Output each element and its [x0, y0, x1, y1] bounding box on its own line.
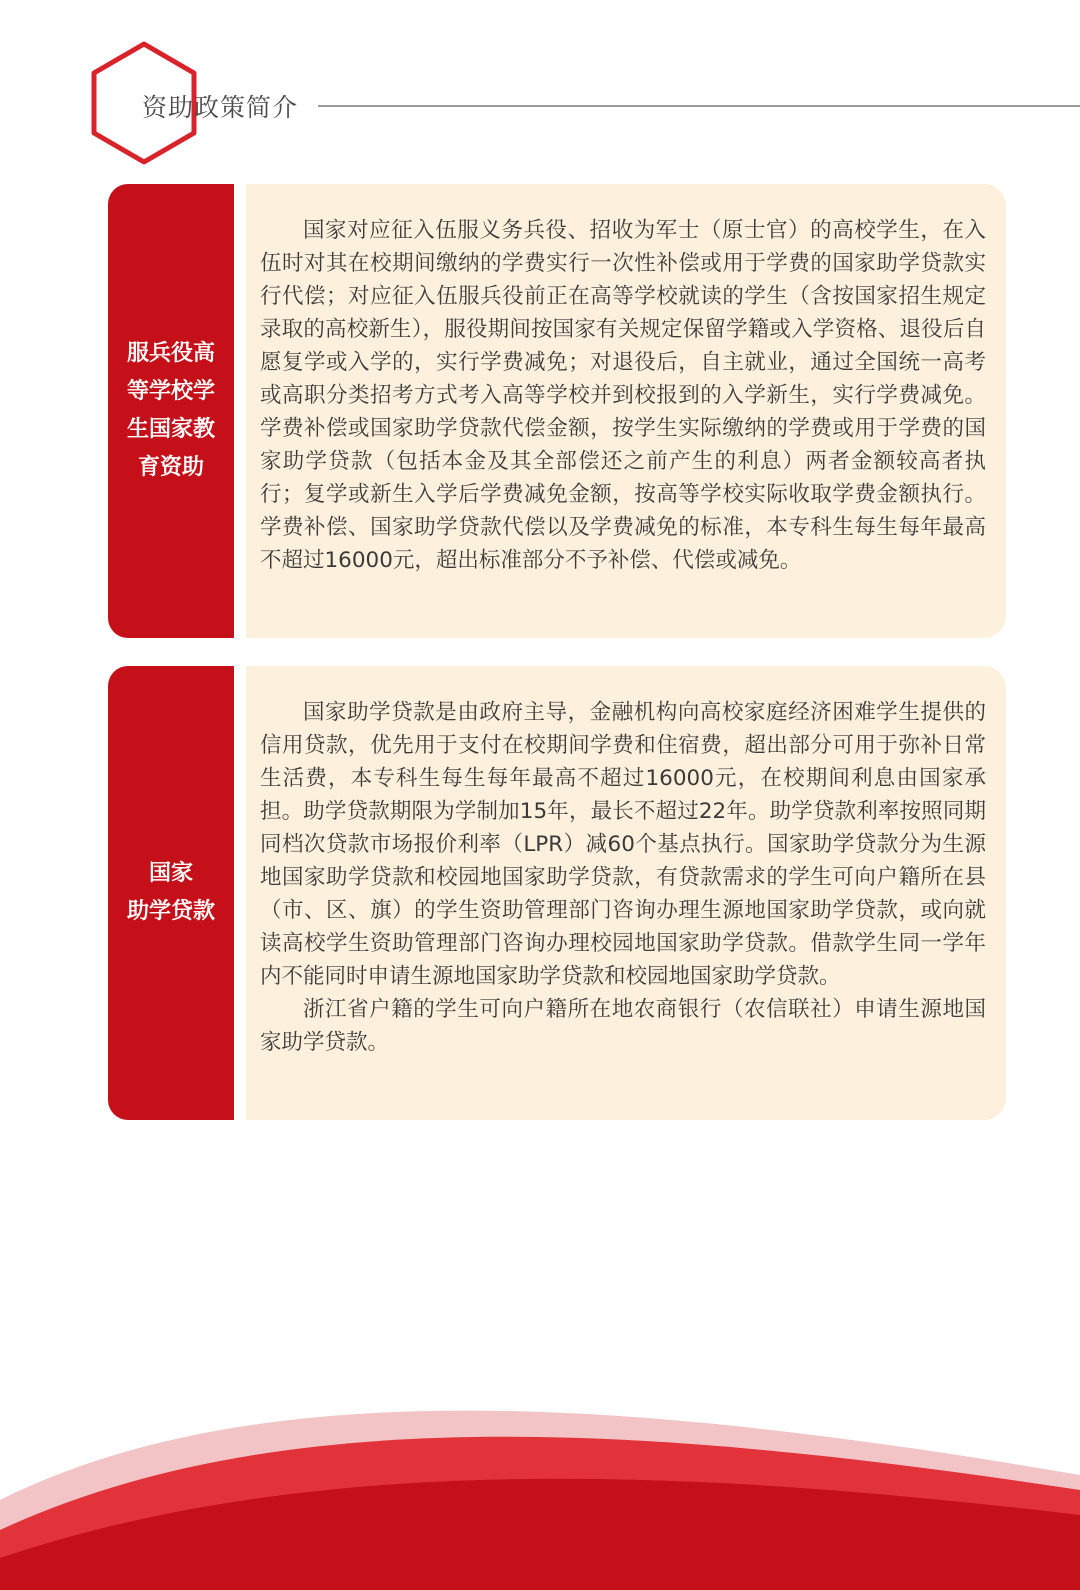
- page-header: [0, 0, 1080, 170]
- section-label: [121, 855, 221, 931]
- footer-wave-decoration: [0, 1380, 1080, 1590]
- section-content: [246, 666, 1006, 1120]
- section-paragraph: 国家助学贷款是由政府主导，金融机构向高校家庭经济困难学生提供的信用贷款，优先用于支付在校期间学费和住宿费，超出部分可用于弥补日常生活费，本专科生每生每年最高不超过16000元，在校期间利息由国家承担。助学贷款期限为学制加15年，最长不超过22年。助学贷款利率按照同期同档次贷款市场报价利率（LPR）减60个基点执行。国家助学贷款分为生源地国家助学贷款和校园地国家助学贷款，有贷款需求的学生可向户籍所在县（市、区、旗）的学生资助管理部门咨询办理生源地国家助学贷款，或向就读高校学生资助管理部门咨询办理校园地国家助学贷款。借款学生同一学年内不能同时申请生源地国家助学贷款和校园地国家助学贷款。: [260, 700, 986, 989]
- section-student-loan: [108, 666, 1006, 1120]
- page-title: 资助政策简介: [142, 93, 299, 122]
- section-label-line: 国家: [148, 861, 193, 886]
- section-label-box: [108, 666, 234, 1120]
- section-military-aid: [108, 184, 1006, 638]
- section-label-box: [108, 184, 234, 638]
- header-divider: [318, 105, 1080, 107]
- section-label-line: 助学贷款: [126, 899, 215, 924]
- section-label: 服兵役高等学校学生国家教育资助: [126, 341, 215, 480]
- section-content: [246, 184, 1006, 638]
- section-paragraph: 浙江省户籍的学生可向户籍所在地农商银行（农信联社）申请生源地国家助学贷款。: [260, 997, 986, 1055]
- section-paragraph: 国家对应征入伍服义务兵役、招收为军士（原士官）的高校学生，在入伍时对其在校期间缴纳的学费实行一次性补偿或用于学费的国家助学贷款实行代偿；对应征入伍服兵役前正在高等学校就读的学生（含按国家招生规定录取的高校新生），服役期间按国家有关规定保留学籍或入学资格、退役后自愿复学或入学的，实行学费减免；对退役后，自主就业，通过全国统一高考或高职分类招考方式考入高等学校并到校报到的入学新生，实行学费减免。学费补偿或国家助学贷款代偿金额，按学生实际缴纳的学费或用于学费的国家助学贷款（包括本金及其全部偿还之前产生的利息）两者金额较高者执行；复学或新生入学后学费减免金额，按高等学校实际收取学费金额执行。学费补偿、国家助学贷款代偿以及学费减免的标准，本专科生每生每年最高不超过16000元，超出标准部分不予补偿、代偿或减免。: [260, 218, 986, 573]
